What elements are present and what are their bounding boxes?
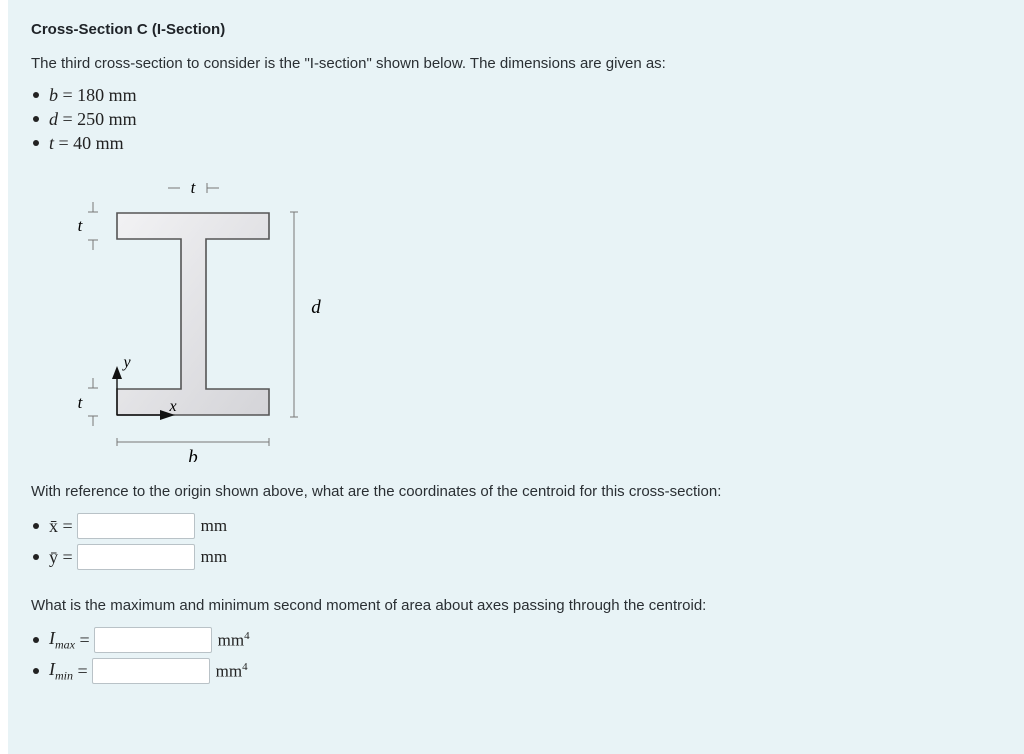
unit-exponent: 4 (242, 660, 248, 673)
i-min-row (31, 657, 248, 685)
unit-text: mm (217, 630, 245, 650)
label-b: b (188, 447, 198, 462)
dimension-var: b (49, 84, 58, 105)
label-y: y (123, 354, 131, 371)
unit-exponent: 4 (244, 629, 250, 642)
equals-sign: = (62, 515, 73, 536)
dimension-value: = 180 mm (62, 84, 137, 105)
equals-sign: = (77, 660, 88, 681)
dimension-item-d (31, 108, 137, 130)
unit-label: mm (200, 516, 228, 535)
dimension-item-b (31, 84, 137, 106)
moment-question: What is the maximum and minimum second moment of area about axes passing through the centroid: (31, 597, 707, 614)
y-bar-symbol: ȳ (49, 546, 58, 567)
max-subscript: max (55, 637, 75, 652)
intro-text: The third cross-section to consider is the "I-section" shown below. The dimensions are given as: (31, 55, 666, 72)
dimension-t-left-bottom (88, 378, 98, 426)
centroid-y-input[interactable] (77, 544, 195, 570)
unit-text: mm (215, 661, 243, 681)
label-d: d (311, 297, 321, 318)
equals-sign: = (62, 546, 73, 567)
i-max-input[interactable] (94, 627, 212, 653)
label-t-left-bottom: t (77, 393, 83, 412)
unit-label (218, 630, 250, 651)
i-max-row (31, 626, 250, 654)
min-subscript: min (55, 668, 73, 683)
i-section-shape (117, 213, 269, 415)
bullet-icon (33, 637, 39, 643)
dimension-item-t (31, 132, 124, 154)
dimension-d (290, 212, 298, 417)
x-bar-symbol: x̄ (49, 515, 58, 536)
bullet-icon (33, 554, 39, 560)
i-min-symbol (49, 659, 73, 684)
label-x: x (169, 398, 177, 415)
unit-label: mm (200, 547, 228, 566)
label-t-top: t (190, 178, 196, 197)
section-title: Cross-Section C (I-Section) (31, 21, 226, 38)
unit-label (216, 661, 248, 682)
centroid-y-row (31, 543, 227, 571)
bullet-icon (33, 523, 39, 529)
dimension-var: t (49, 132, 55, 153)
dimension-value: = 250 mm (62, 108, 137, 129)
i-symbol: I (49, 658, 55, 679)
dimension-value: = 40 mm (58, 132, 124, 153)
bullet-icon (33, 668, 39, 674)
dimension-b (117, 438, 269, 446)
equals-sign: = (79, 629, 90, 650)
i-symbol: I (49, 627, 55, 648)
dimension-t-left-top (88, 202, 98, 250)
i-section-figure (0, 172, 340, 462)
bullet-icon (33, 116, 39, 122)
dimension-var: d (49, 108, 58, 129)
i-max-symbol (49, 628, 75, 653)
centroid-x-input[interactable] (77, 513, 195, 539)
label-t-left-top: t (77, 216, 83, 235)
i-min-input[interactable] (92, 658, 210, 684)
centroid-x-row (31, 512, 227, 540)
centroid-question: With reference to the origin shown above, what are the coordinates of the centroid for this cross-section: (31, 483, 722, 500)
bullet-icon (33, 92, 39, 98)
bullet-icon (33, 140, 39, 146)
